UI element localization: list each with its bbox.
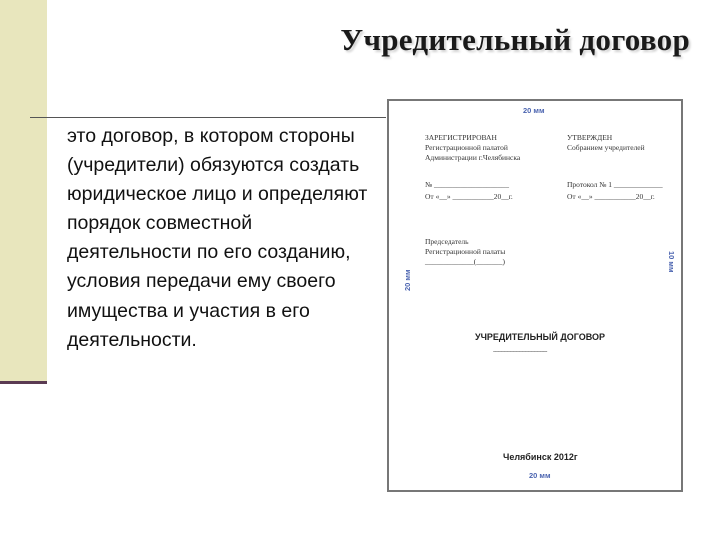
title-divider [30, 117, 386, 118]
approved-block [567, 133, 645, 153]
document-subline: ------------------------------------ [493, 349, 547, 355]
sidebar-accent-line [0, 381, 47, 384]
protocol-number: Протокол № 1 _____________ [567, 180, 663, 189]
margin-top-label: 20 мм [523, 106, 545, 115]
chairman-block [425, 237, 505, 267]
reg-date: От «__» ___________20__г. [425, 192, 513, 201]
slide-sidebar [0, 0, 47, 383]
slide-title: Учредительный договор [340, 22, 690, 57]
registered-block [425, 133, 520, 163]
reg-number: № ____________________ [425, 180, 510, 189]
registered-line-1: ЗАРЕГИСТРИРОВАН [425, 133, 497, 142]
approved-line-1: УТВЕРЖДЕН [567, 133, 613, 142]
margin-bottom-label: 20 мм [529, 471, 551, 480]
registered-line-3: Администрации г.Челябинска [425, 153, 521, 162]
definition-text: это договор, в котором стороны (учредители) обязуются создать юридическое лицо и определяют порядок совместной деятельности по его созданию, условия передачи ему своего имущества и участия в его деятельности. [67, 125, 368, 351]
document-city: Челябинск 2012г [503, 452, 578, 462]
approved-line-2: Собранием учредителей [567, 143, 645, 152]
protocol-date: От «__» ___________20__г. [567, 192, 655, 201]
chairman-line-3: _____________(_______) [425, 257, 505, 266]
document-title: УЧРЕДИТЕЛЬНЫЙ ДОГОВОР [475, 332, 606, 342]
chairman-line-1: Председатель [425, 237, 469, 246]
margin-right-label: 10 мм [667, 251, 676, 273]
chairman-line-2: Регистрационной палаты [425, 247, 506, 256]
registered-line-2: Регистрационной палатой [425, 143, 508, 152]
margin-left-label: 20 мм [403, 269, 412, 291]
document-sample [387, 99, 683, 492]
